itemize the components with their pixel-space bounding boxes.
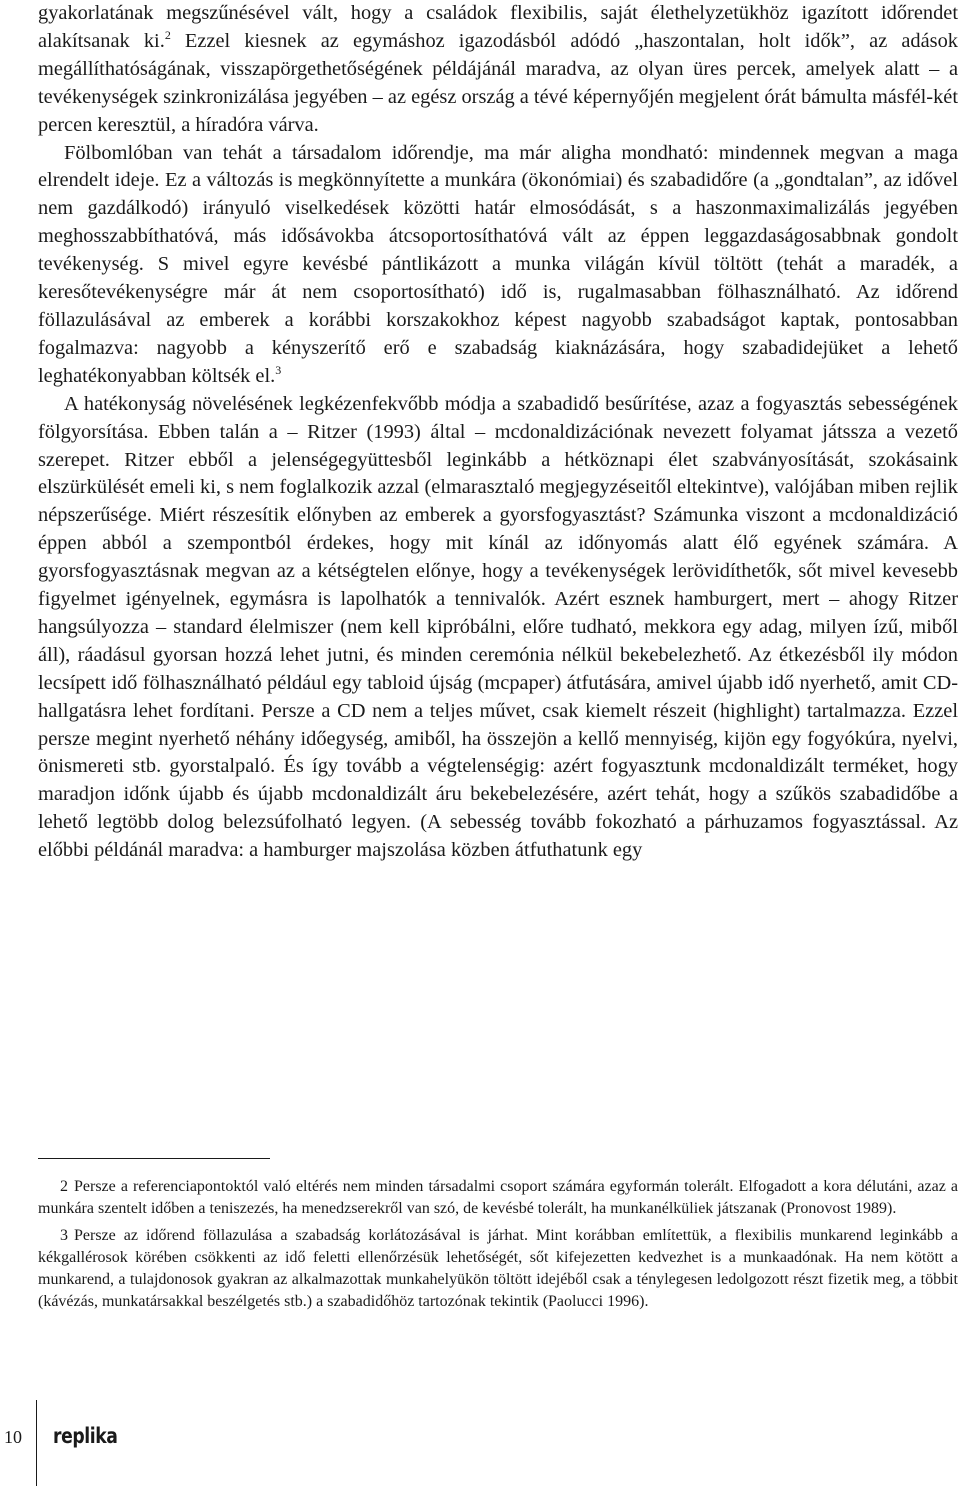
- paragraph-2: [38, 140, 958, 391]
- footnote-text: Persze az időrend föllazulása a szabadság korlátozásával is járhat. Mint korábban említettük, a flexibilis munkarend leginkább a kékgallérosok körében csökkenti az idő feletti ellenőrzésük lehetőségét, sőt kifejezetten kedvezhet is a munkaadónak. Ha nem kötött a munkarend, a tulajdonosok gyakran az alkalmazottak munkahelyükön töltött idejéből csak a ténylegesen ledolgozott részt fizetik meg, a többit (kávézás, munkatársakkal beszélgetés stb.) a szabadidőhöz tartozónak tekintik (Paolucci 1996).: [38, 1227, 958, 1310]
- footnote-3: [38, 1225, 958, 1313]
- footnote-separator: [38, 1158, 270, 1159]
- paragraph-2-text: Fölbomlóban van tehát a társadalom időrendje, ma már aligha mondható: mindennek megvan a maga elrendelt ideje. Ez a változás is megkönnyítette a munkára (ökonómiai) és szabadidőre (a „gondtalan”, az idővel nem gazdálkodó) irányuló viselkedések közötti határ elmosódását, s a haszonmaximalizálás jegyében meghosszabbíthatóvá, más idősávokba átcsoportosíthatóvá vált az éppen leggazdaságosabbnak gondolt tevékenység. S mivel egyre kevésbé pántlikázott a munka világán kívül töltött (tehát a maradék, a keresőtevékenységre már át nem csoportosítható) idő is, rugalmasabban fölhasználható. Az időrend föllazulásával az emberek a korábbi korszakokhoz képest nagyobb szabadságot kaptak, pontosabban fogalmazva: nagyobb a kényszerítő erő e szabadság kiaknázására, hogy szabadidejüket a lehető leghatékonyabban költsék el.: [38, 141, 958, 387]
- paragraph-1: [38, 0, 958, 140]
- footnote-ref-2[interactable]: 2: [164, 27, 171, 42]
- paragraph-3: A hatékonyság növelésének legkézenfekvőbb módja a szabadidő besűrítése, azaz a fogyasztás sebességének fölgyorsítása. Ebben talán a – Ritzer (1993) által – mcdonaldizációnak nevezett folyamat játssza a vezető szerepet. Ritzer ebből a jelenségegyüttesből leginkább a hétköznapi élet szabványosítását, szokásaink elszürkülését emeli ki, s nem foglalkozik azzal (elmarasztaló megjegyzéseitől eltekintve), valójában miben rejlik népszerűsége. Miért részesítik előnyben az emberek a gyorsfogyasztást? Számunka viszont a mcdonaldizáció éppen abból a szempontból érdekes, hogy mit kínál az időnyomás alatt élő egyének számára. A gyorsfogyasztásnak megvan az a kétségtelen előnye, hogy a tevékenységek lerövidíthetők, sőt mivel kevesebb figyelmet igényelnek, egymásra is lapolhatók a tennivalók. Azért esznek hamburgert, mert – ahogy Ritzer hangsúlyozza – standard élelmiszer (nem kell kipróbálni, előre tudható, mekkora egy adag, milyen ízű, miből áll), ráadásul gyorsan hozzá lehet jutni, és minden ceremónia nélkül bekebelezhető. Az étkezésből ily módon lecsípett idő fölhasználható például egy tabloid újság (mcpaper) átfutására, amivel újabb idő nyerhető, amit CD-hallgatásra lehet fordítani. Persze a CD nem a teljes művet, csak kiemelt részeit (highlight) tartalmazza. Ezzel persze megint nyerhető néhány időegység, amiből, ha összejön a kellő mennyiség, kijön egy fogyókúra, nyelvi, önismereti stb. gyorstalpaló. És így tovább a végtelenségig: azért fogyasztunk mcdonaldizált terméket, hogy maradjon időnk újabb és újabb mcdonaldizált áru bekebelezésére, azért tehát, hogy a szűkös szabadidőbe a lehető legtöbb dolog belezsúfolható legyen. (A sebesség tovább fokozható a párhuzamos fogyasztással. Az előbbi példánál maradva: a hamburger majszolása közben átfuthatunk egy: [38, 392, 958, 862]
- folio-divider: [36, 1400, 37, 1486]
- page-number: 10: [4, 1427, 22, 1447]
- body-text: [38, 0, 958, 865]
- footnote-number: 3: [60, 1227, 68, 1244]
- paragraph-1-text: gyakorlatának megszűnésével vált, hogy a családok flexibilis, saját élethelyzetükhöz igazított időrendet alakítsanak ki.: [38, 2, 958, 52]
- footnotes: [38, 1176, 958, 1318]
- journal-logo: replika: [53, 1424, 118, 1448]
- footnote-text: Persze a referenciapontoktól való eltérés nem minden társadalmi csoport számára egyformán tolerált. Elfogadott a kora délutáni, azaz a munkára szentelt időben a teniszezés, ha menedzserekről van szó, de kevésbé tolerált, ha munkanélküliek játszanak (Pronovost 1989).: [38, 1178, 958, 1217]
- page: [38, 0, 958, 865]
- footnote-ref-3[interactable]: 3: [275, 362, 282, 377]
- paragraph-1-text-continued: Ezzel kiesnek az egymáshoz igazodásból adódó „haszontalan, holt idők”, az adások megállíthatóságának, visszapörgethetőségének példájánál maradva, az olyan üres percek, amelyek alatt – a tevékenységek szinkronizálása jegyében – az egész ország a tévé képernyőjén megjelent órát bámulta másfél-két percen keresztül, a híradóra várva.: [38, 29, 958, 136]
- footnote-number: 2: [60, 1178, 68, 1195]
- footnote-2: [38, 1176, 958, 1220]
